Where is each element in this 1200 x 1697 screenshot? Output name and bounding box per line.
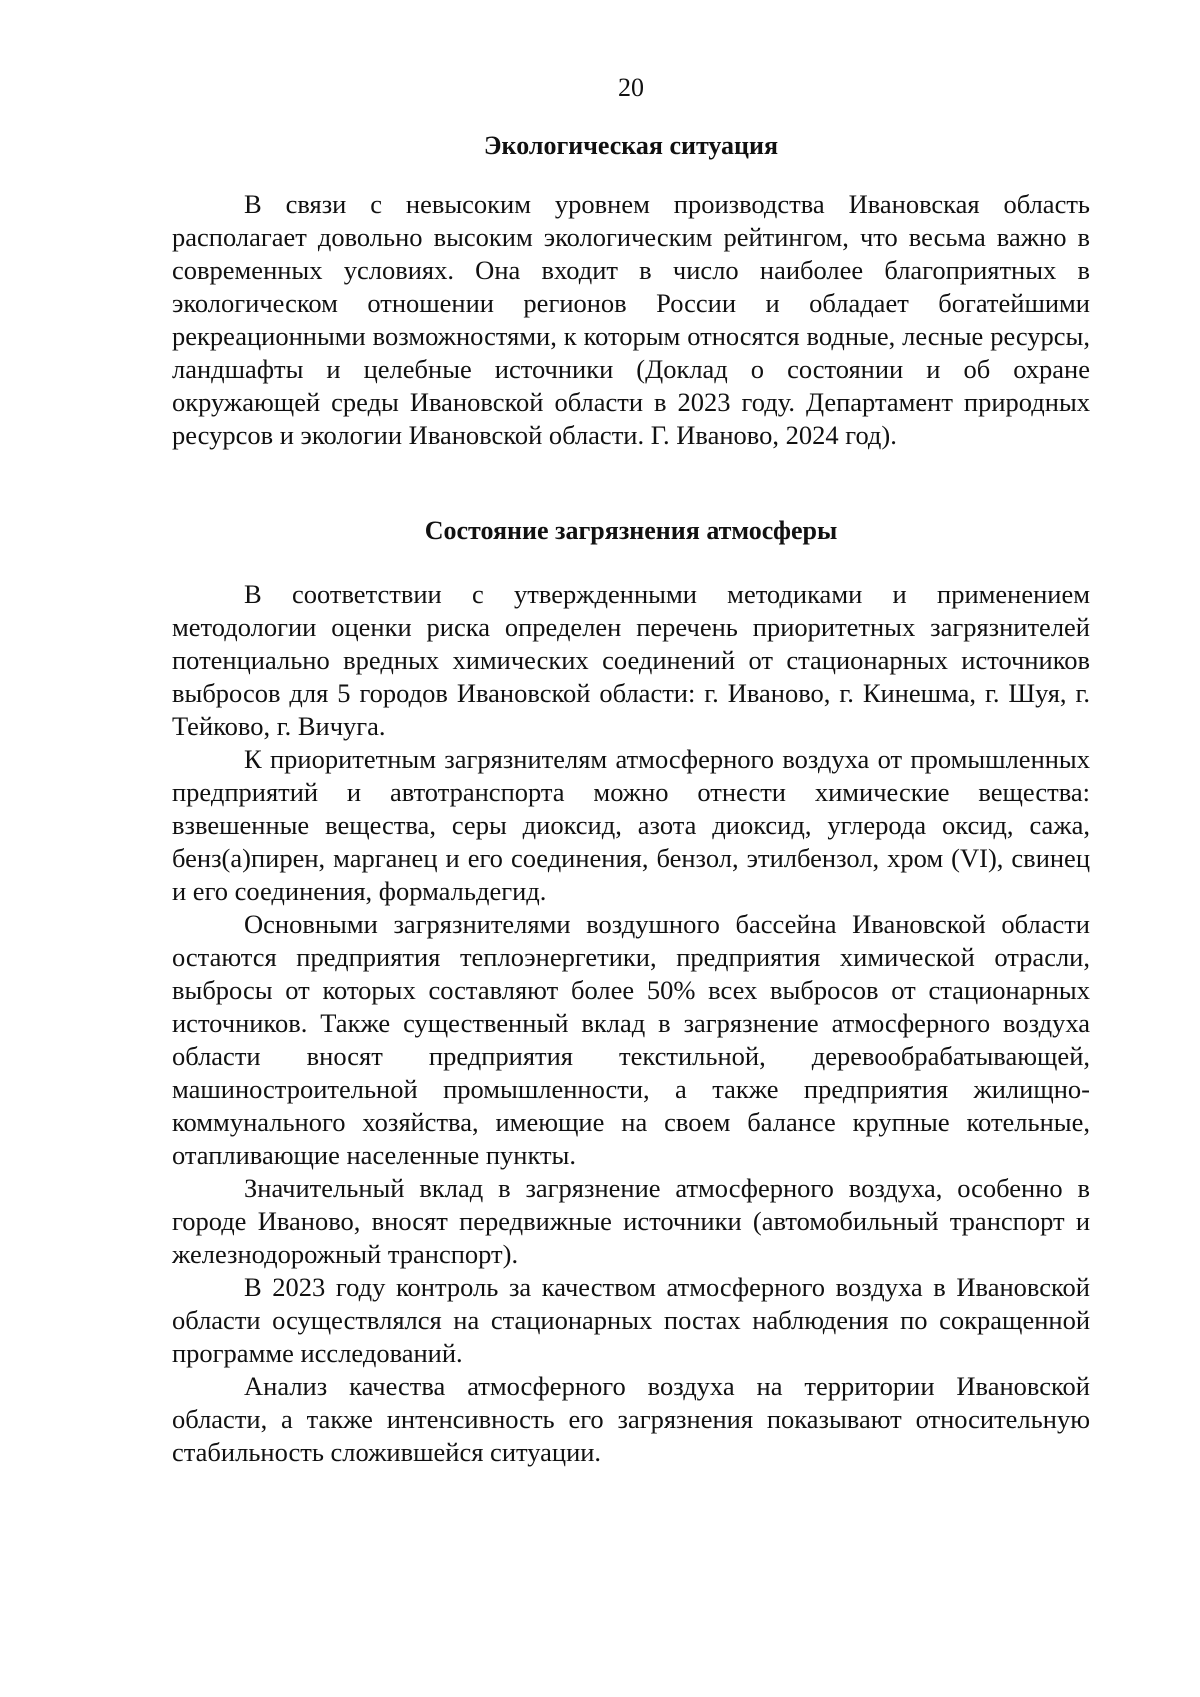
- page-number: 20: [618, 73, 644, 102]
- paragraph: Анализ качества атмосферного воздуха на территории Ивановской области, а также интенсивность его загрязнения показывают относительную стабильность сложившейся ситуации.: [172, 1371, 1090, 1467]
- paragraph: В 2023 году контроль за качеством атмосферного воздуха в Ивановской области осуществлялся на стационарных постах наблюдения по сокращенной программе исследований.: [172, 1272, 1090, 1368]
- section-title-ecology: Экологическая ситуация: [483, 131, 779, 160]
- paragraph: В соответствии с утвержденными методиками и применением методологии оценки риска определен перечень приоритетных загрязнителей потенциально вредных химических соединений от стационарных источников выбросов для 5 городов Ивановской области: г. Иваново, г. Кинешма, г. Шуя, г. Тейково, г. Вичуга.: [172, 579, 1090, 741]
- paragraph: Значительный вклад в загрязнение атмосферного воздуха, особенно в городе Иваново, вносят передвижные источники (автомобильный транспорт и железнодорожный транспорт).: [172, 1173, 1090, 1269]
- document-page: [172, 0, 1090, 1697]
- section-air-pollution: [172, 578, 1090, 1469]
- paragraph: Основными загрязнителями воздушного бассейна Ивановской области остаются предприятия теплоэнергетики, предприятия химической отрасли, выбросы от которых составляют более 50% всех выбросов от стационарных источников. Также существенный вклад в загрязнение атмосферного воздуха области вносят предприятия текстильной, деревообрабатывающей, машиностроительной промышленности, а также предприятия жилищно-коммунального хозяйства, имеющие на своем балансе крупные котельные, отапливающие населенные пункты.: [172, 909, 1090, 1170]
- section-ecology: [172, 188, 1090, 452]
- paragraph: К приоритетным загрязнителям атмосферного воздуха от промышленных предприятий и автотранспорта можно отнести химические вещества: взвешенные вещества, серы диоксид, азота диоксид, углерода оксид, сажа, бенз(а)пирен, марганец и его соединения, бензол, этилбензол, хром (VI), свинец и его соединения, формальдегид.: [172, 744, 1090, 906]
- section-title-air-pollution: Состояние загрязнения атмосферы: [424, 516, 838, 545]
- paragraph: В связи с невысоким уровнем производства Ивановская область располагает довольно высоким экологическим рейтингом, что весьма важно в современных условиях. Она входит в число наиболее благоприятных в экологическом отношении регионов России и обладает богатейшими рекреационными возможностями, к которым относятся водные, лесные ресурсы, ландшафты и целебные источники (Доклад о состоянии и об охране окружающей среды Ивановской области в 2023 году. Департамент природных ресурсов и экологии Ивановской области. Г. Иваново, 2024 год).: [172, 189, 1090, 450]
